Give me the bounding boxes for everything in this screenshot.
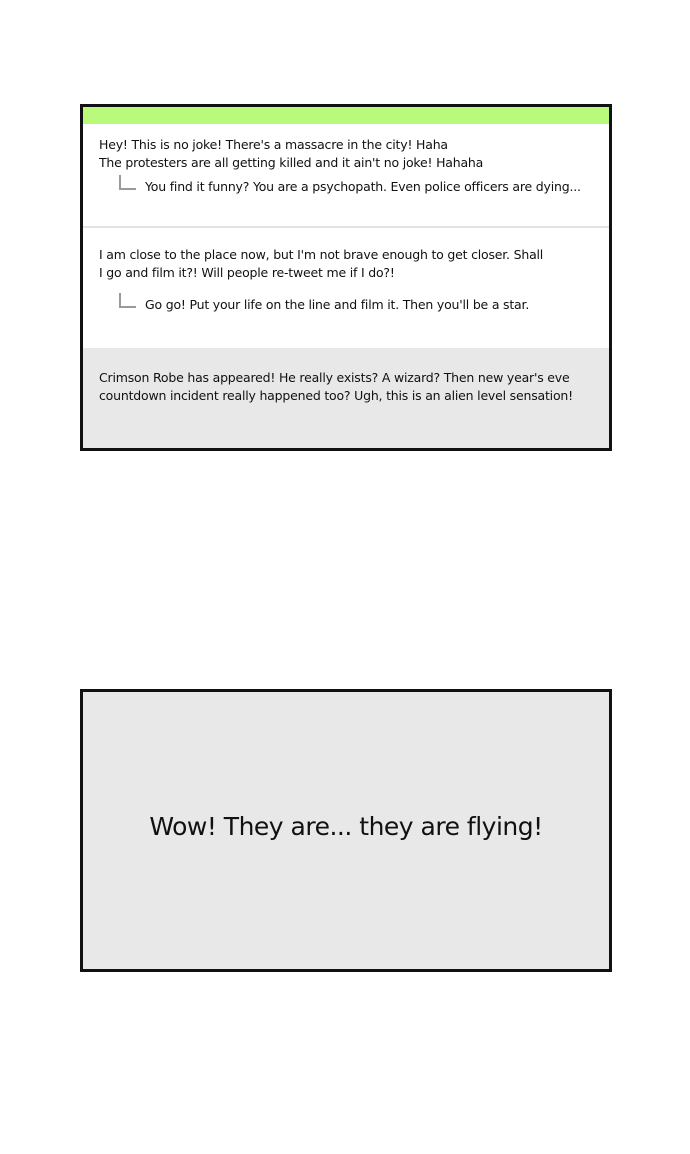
reply-text: Go go! Put your life on the line and film it. Then you'll be a star.: [145, 297, 530, 312]
exclamation-text: Wow! They are... they are flying!: [149, 812, 543, 841]
feed-post: [83, 230, 609, 348]
reply-arrow-icon: [119, 175, 136, 190]
social-feed-panel: [80, 104, 612, 451]
post-text: I am close to the place now, but I'm not brave enough to get closer. Shall I go and film it?! Will people re-tweet me if I do?!: [99, 247, 544, 280]
post-text: Hey! This is no joke! There's a massacre in the city! Haha The protesters are all getting killed and it ain't no joke! Hahaha: [99, 137, 484, 170]
feed-post: [83, 124, 609, 228]
exclamation-panel: [80, 689, 612, 972]
post-text: Crimson Robe has appeared! He really exists? A wizard? Then new year's eve countdown incident really happened too? Ugh, this is an alien level sensation!: [99, 370, 573, 403]
post-reply: [119, 296, 601, 314]
feed-header-bar: [83, 107, 609, 124]
reply-arrow-icon: [119, 293, 136, 308]
reply-text: You find it funny? You are a psychopath. Even police officers are dying...: [145, 179, 581, 194]
post-reply: [119, 178, 601, 196]
feed-post-highlighted: [83, 348, 609, 448]
